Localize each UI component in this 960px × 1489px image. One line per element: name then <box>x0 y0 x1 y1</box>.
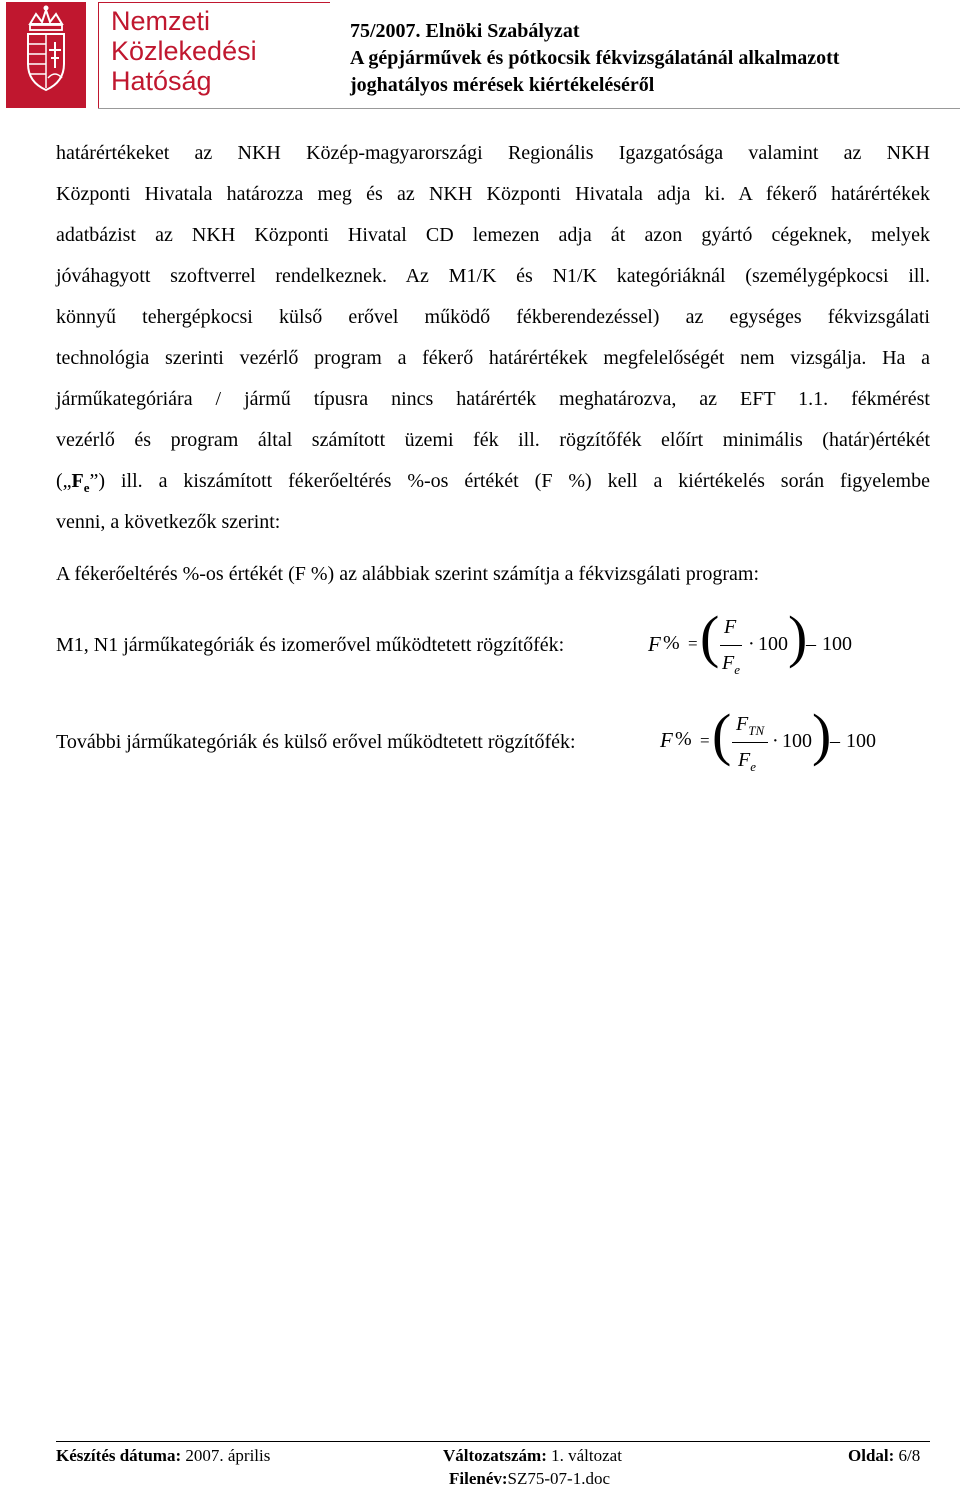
footer-date: Készítés dátuma: 2007. április <box>56 1446 271 1465</box>
paragraph-line: könnyű tehergépkocsi külső erővel működő fékberendezéssel) az egységes fékvizsgálati <box>56 306 930 328</box>
paragraph-line: járműkategóriára / jármű típusra nincs határérték meghatározva, az EFT 1.1. fékmérést <box>56 388 930 410</box>
paragraph-line: jóváhagyott szoftverrel rendelkeznek. Az M1/K és N1/K kategóriáknál (személygépkocsi ill. <box>56 265 930 287</box>
formula-intro: A fékerőeltérés %-os értékét (F %) az alábbiak szerint számítja a fékvizsgálati program: <box>56 563 760 585</box>
paragraph-line: Központi Hivatala határozza meg és az NKH Központi Hivatala adja ki. A fékerő határértékek <box>56 183 930 205</box>
footer-rule <box>56 1441 930 1442</box>
paragraph-line: vezérlő és program által számított üzemi fék ill. rögzítőfék előírt minimális (határ)értékét <box>56 429 930 451</box>
organization-name: Nemzeti Közlekedési Hatóság <box>111 6 257 96</box>
paragraph-line: határértékeket az NKH Közép-magyarországi Regionális Igazgatósága valamint az NKH <box>56 142 930 164</box>
page-header <box>0 0 960 112</box>
header-bottom-rule <box>98 108 960 109</box>
fraction-bar <box>720 645 742 646</box>
paragraph-line: adatbázist az NKH Központi Hivatal CD lemezen adja át azon gyártó cégeknek, melyek <box>56 224 930 246</box>
fraction-bar <box>732 742 768 743</box>
header-top-rule <box>98 2 330 3</box>
paragraph-line: venni, a következők szerint: <box>56 511 281 533</box>
header-divider <box>98 2 99 108</box>
document-title: 75/2007. Elnöki Szabályzat A gépjárművek és pótkocsik fékvizsgálatánál alkalmazott joghatályos mérések kiértékeléséről <box>350 20 840 96</box>
footer-filename: Filenév:SZ75-07-1.doc <box>449 1469 611 1488</box>
body-paragraph <box>56 133 930 543</box>
formula-2-label: További járműkategóriák és külső erővel működtetett rögzítőfék: <box>56 731 576 753</box>
paragraph-line: technológia szerinti vezérlő program a fékerő határértékek megfelelőségét nem vizsgálja. Ha a <box>56 347 930 369</box>
footer-page-number: Oldal: 6/8 <box>848 1446 921 1465</box>
footer-version: Változatszám: 1. változat <box>443 1446 622 1465</box>
coat-of-arms-icon <box>6 2 86 108</box>
formula-1-label: M1, N1 járműkategóriák és izomerővel működtetett rögzítőfék: <box>56 634 565 656</box>
paragraph-line: $(„F_e”)$ ill. a kiszámított fékerőeltérés %-os értékét (F %) kell a kiértékelés során figyelembe <box>56 470 930 495</box>
